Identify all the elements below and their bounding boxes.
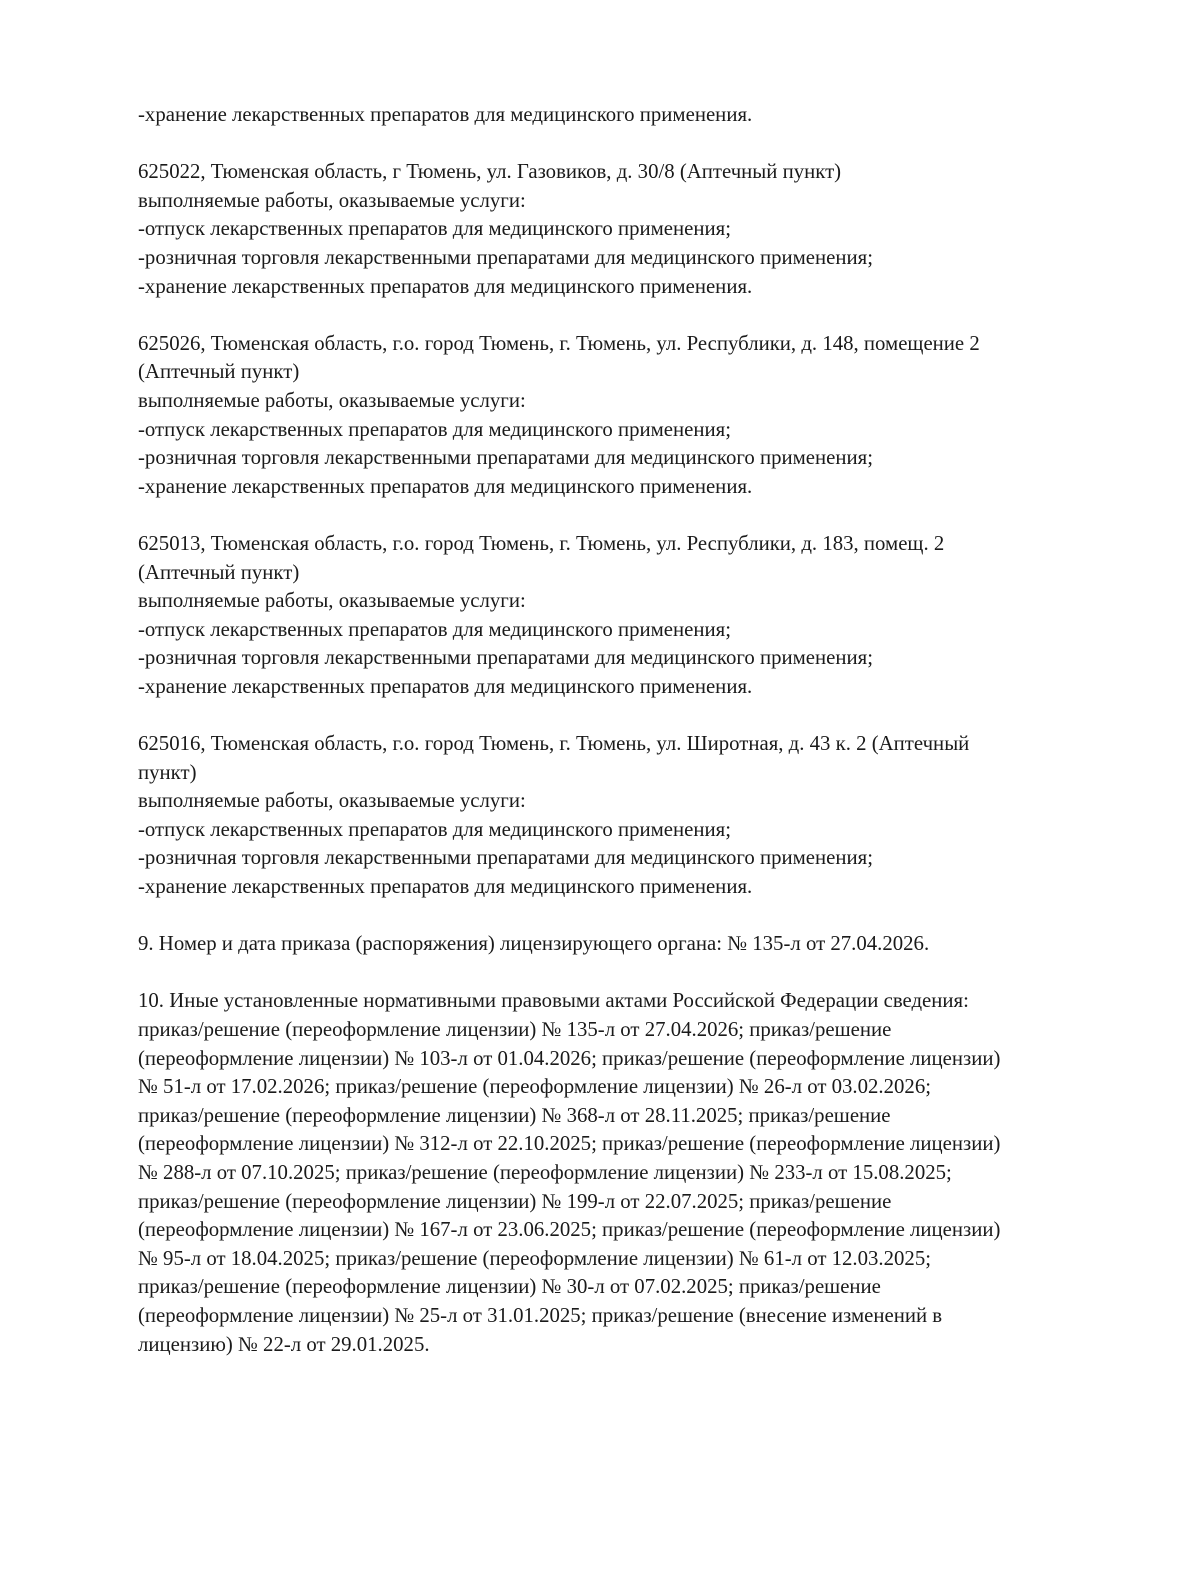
text-line: (переоформление лицензии) № 25-л от 31.01.2025; приказ/решение (внесение изменений в bbox=[138, 1303, 943, 1327]
text-line: приказ/решение (переоформление лицензии) № 135-л от 27.04.2026; приказ/решение bbox=[138, 1018, 892, 1041]
text-line: № 288-л от 07.10.2025; приказ/решение (переоформление лицензии) № 233-л от 15.08.2025; bbox=[138, 1160, 952, 1184]
text-line: (переоформление лицензии) № 167-л от 23.06.2025; приказ/решение (переоформление лицензии) bbox=[138, 1218, 1001, 1242]
service-item: -розничная торговля лекарственными препаратами для медицинского применения; bbox=[138, 646, 873, 670]
text-line: приказ/решение (переоформление лицензии) № 30-л от 07.02.2025; приказ/решение bbox=[138, 1275, 881, 1299]
address-line: 625013, Тюменская область, г.о. город Тюмень, г. Тюмень, ул. Республики, д. 183, помещ. 2 bbox=[138, 531, 945, 555]
paragraph-address-gazovikov bbox=[138, 158, 1128, 301]
service-item: -розничная торговля лекарственными препаратами для медицинского применения; bbox=[138, 446, 873, 470]
services-heading: выполняемые работы, оказываемые услуги: bbox=[138, 589, 526, 613]
paragraph-storage-continuation bbox=[138, 101, 1128, 130]
text-line: приказ/решение (переоформление лицензии) № 368-л от 28.11.2025; приказ/решение bbox=[138, 1103, 891, 1127]
service-item: -отпуск лекарственных препаратов для медицинского применения; bbox=[138, 417, 731, 441]
paragraph-address-shirotnaya bbox=[138, 730, 1128, 902]
services-heading: выполняемые работы, оказываемые услуги: bbox=[138, 789, 526, 813]
order-line: 9. Номер и дата приказа (распоряжения) лицензирующего органа: № 135-л от 27.04.2026. bbox=[138, 932, 930, 956]
text-line: (переоформление лицензии) № 312-л от 22.10.2025; приказ/решение (переоформление лицензии) bbox=[138, 1132, 1001, 1156]
service-item: -отпуск лекарственных препаратов для медицинского применения; bbox=[138, 617, 731, 641]
paragraph-gap bbox=[138, 902, 1128, 931]
address-line: 625026, Тюменская область, г.о. город Тюмень, г. Тюмень, ул. Республики, д. 148, помещение 2 bbox=[138, 331, 980, 355]
services-heading: выполняемые работы, оказываемые услуги: bbox=[138, 188, 526, 212]
service-item: -хранение лекарственных препаратов для медицинского применения. bbox=[138, 875, 753, 899]
paragraph-gap bbox=[138, 959, 1128, 988]
service-item: -хранение лекарственных препаратов для медицинского применения. bbox=[138, 474, 753, 498]
address-line: (Аптечный пункт) bbox=[138, 360, 300, 384]
paragraph-other-information bbox=[138, 987, 1128, 1359]
address-line: 625016, Тюменская область, г.о. город Тюмень, г. Тюмень, ул. Широтная, д. 43 к. 2 (Аптечный bbox=[138, 732, 970, 756]
text-line: приказ/решение (переоформление лицензии) № 199-л от 22.07.2025; приказ/решение bbox=[138, 1189, 892, 1213]
text-line: № 51-л от 17.02.2026; приказ/решение (переоформление лицензии) № 26-л от 03.02.2026; bbox=[138, 1075, 931, 1099]
service-item: -розничная торговля лекарственными препаратами для медицинского применения; bbox=[138, 245, 873, 269]
paragraph-order-number-date bbox=[138, 930, 1128, 959]
address-line: (Аптечный пункт) bbox=[138, 560, 300, 584]
text-line: (переоформление лицензии) № 103-л от 01.04.2026; приказ/решение (переоформление лицензии) bbox=[138, 1046, 1001, 1070]
service-item: -отпуск лекарственных препаратов для медицинского применения; bbox=[138, 217, 731, 241]
document-body bbox=[138, 101, 1128, 1359]
text-line: -хранение лекарственных препаратов для медицинского применения. bbox=[138, 103, 753, 126]
paragraph-gap bbox=[138, 301, 1128, 330]
paragraph-gap bbox=[138, 701, 1128, 730]
services-heading: выполняемые работы, оказываемые услуги: bbox=[138, 388, 526, 412]
paragraph-address-respubliki-148 bbox=[138, 330, 1128, 502]
address-line: пункт) bbox=[138, 760, 197, 784]
service-item: -розничная торговля лекарственными препаратами для медицинского применения; bbox=[138, 846, 873, 870]
text-line: лицензию) № 22-л от 29.01.2025. bbox=[138, 1332, 430, 1356]
paragraph-address-respubliki-183 bbox=[138, 530, 1128, 702]
paragraph-gap bbox=[138, 501, 1128, 530]
address-line: 625022, Тюменская область, г Тюмень, ул. Газовиков, д. 30/8 (Аптечный пункт) bbox=[138, 160, 842, 184]
service-item: -хранение лекарственных препаратов для медицинского применения. bbox=[138, 274, 753, 298]
text-line: 10. Иные установленные нормативными правовыми актами Российской Федерации сведения: bbox=[138, 989, 969, 1013]
service-item: -отпуск лекарственных препаратов для медицинского применения; bbox=[138, 817, 731, 841]
paragraph-gap bbox=[138, 130, 1128, 159]
service-item: -хранение лекарственных препаратов для медицинского применения. bbox=[138, 674, 753, 698]
text-line: № 95-л от 18.04.2025; приказ/решение (переоформление лицензии) № 61-л от 12.03.2025; bbox=[138, 1246, 931, 1270]
